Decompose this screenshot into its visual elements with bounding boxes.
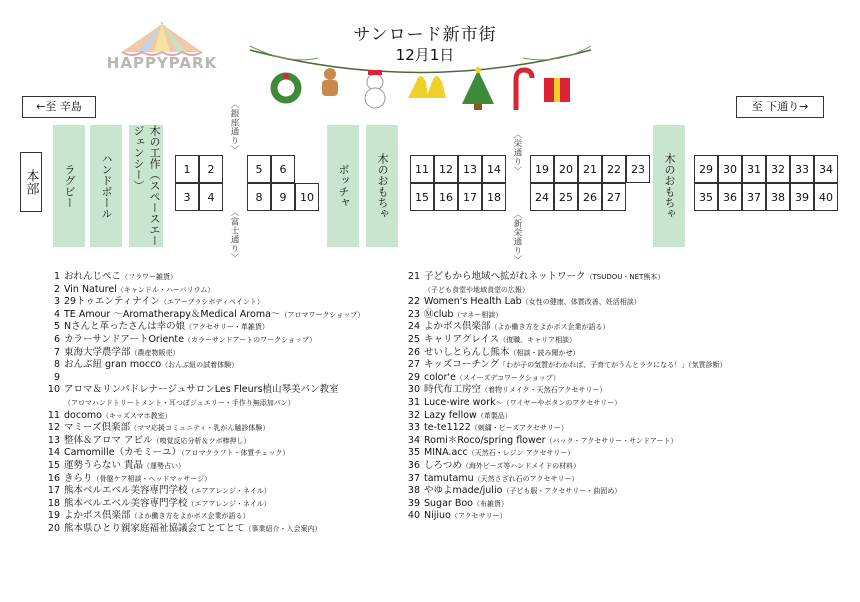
item-name: Women's Health Lab — [424, 296, 522, 308]
page-title: サンロード新市街 — [353, 25, 497, 45]
item-name: おれんじぺこ — [64, 271, 122, 282]
booth-40: 40 — [814, 183, 838, 211]
exhibitor-right-item — [398, 410, 727, 423]
booth-33: 33 — [790, 155, 814, 183]
item-name: おんぶ紐 gran mocco — [64, 359, 162, 371]
item-number: 18 — [47, 497, 60, 509]
exhibitor-left-item — [38, 284, 364, 297]
exhibitor-left-item — [38, 271, 364, 284]
item-number: 4 — [53, 308, 60, 320]
item-number: 29 — [407, 371, 420, 383]
booth-18: 18 — [482, 183, 506, 211]
item-name: 熊本ベルエベル美容専門学校 — [64, 497, 188, 509]
item-name: Vin Naturel — [64, 283, 117, 295]
item-note: （ママ応援コミュニティ・乳がん触診体験） — [130, 424, 270, 433]
exhibitor-right-item — [398, 372, 727, 385]
exhibitor-left-item — [38, 510, 364, 523]
booth-20: 20 — [554, 155, 578, 183]
item-number: 30 — [407, 384, 420, 396]
item-name: MINA.acc — [424, 447, 468, 459]
item-number: 9 — [53, 371, 60, 383]
exhibitor-left-item — [38, 296, 364, 309]
item-number: 5 — [53, 321, 60, 333]
item-name: キャリアグレイス — [424, 333, 500, 345]
exhibitor-right-item — [398, 485, 727, 498]
item-number: 37 — [407, 472, 420, 484]
exhibitor-left-item — [38, 372, 364, 385]
booth-4: 4 — [199, 183, 223, 211]
booth-11: 11 — [410, 155, 434, 183]
item-note: 「わが子の気質がわかれば、子育てがうんとラクになる！」（気質診断） — [499, 361, 727, 370]
item-number: 27 — [407, 359, 420, 371]
direction-right-sign: 至 下通り→ — [736, 96, 824, 118]
street-sakae: 〈栄通り〉 — [512, 130, 522, 175]
item-name: Nijiuo — [424, 510, 451, 522]
green-block-boccia: ボッチャ — [327, 125, 359, 247]
item-name: 子どもから地域へ拡がれネットワーク — [424, 271, 586, 282]
item-note: （子ども服・アクセサリー・曲固め） — [502, 487, 622, 496]
booth-31: 31 — [742, 155, 766, 183]
item-name: color'e — [424, 371, 456, 383]
item-number: 7 — [53, 346, 60, 358]
item-note: （着物リメイク・天然石アクセサリー） — [481, 386, 607, 395]
green-block-rugby: ラグビー — [53, 125, 85, 247]
exhibitor-left-item — [38, 309, 364, 322]
booth-27: 27 — [602, 183, 626, 211]
exhibitor-right-item — [398, 422, 727, 435]
item-number: 11 — [47, 409, 60, 421]
exhibitor-right-item — [398, 334, 727, 347]
booth-1: 1 — [175, 155, 199, 183]
item-name: きらり — [64, 472, 93, 484]
item-name: Sugar Boo — [424, 497, 473, 509]
booth-25: 25 — [554, 183, 578, 211]
item-number: 3 — [53, 296, 60, 308]
item-number: 1 — [53, 271, 60, 282]
item-number: 10 — [47, 384, 60, 396]
item-name: Lazy fellow — [424, 409, 477, 421]
booth-17: 17 — [458, 183, 482, 211]
booth-35: 35 — [694, 183, 718, 211]
item-number: 2 — [53, 283, 60, 295]
item-note: （刺繍・ビーズアクセサリー） — [470, 424, 568, 433]
exhibitor-left-item — [38, 473, 364, 486]
item-name: Camomille（カモミーユ） — [64, 447, 182, 459]
item-note: （天然石・レジン アクセサリー） — [467, 449, 575, 458]
item-name: te-te1122 — [424, 422, 471, 434]
item-note: （フラワー雑貨） — [121, 273, 178, 281]
exhibitor-right-item — [398, 397, 727, 410]
booth-39: 39 — [790, 183, 814, 211]
item-name: Nさんと革ったさんは幸の娘 — [64, 321, 186, 333]
exhibitor-list-right — [398, 271, 727, 523]
logo-text: HAPPYPARK — [106, 54, 218, 72]
item-note: （おんぶ紐の試着体験） — [161, 361, 239, 370]
item-name: キッズコーチング — [424, 359, 500, 371]
item-name: カラーサンドアートOriente — [64, 333, 184, 345]
item-name: アロマ＆リンパドレナージュサロンLes Fleurs植山琴美パン教室 — [64, 384, 339, 396]
booth-3: 3 — [175, 183, 199, 211]
item-name: 運勢うらない 貴晶 — [64, 459, 144, 471]
item-name: よかボス倶楽部 — [424, 321, 491, 333]
booth-16: 16 — [434, 183, 458, 211]
booth-30: 30 — [718, 155, 742, 183]
street-ginza: 〈銀座通り〉 — [229, 100, 239, 154]
item-number: 6 — [53, 333, 60, 345]
exhibitor-right-item — [398, 460, 727, 473]
exhibitor-list-left — [38, 271, 364, 535]
item-number: 39 — [407, 497, 420, 509]
street-shinsakae: 〈新栄通り〉 — [512, 210, 522, 264]
item-number: 8 — [53, 359, 60, 371]
item-number: 26 — [407, 346, 420, 358]
booth-23: 23 — [626, 155, 650, 183]
item-name: 東海大学農学部 — [64, 346, 131, 358]
booth-9: 9 — [271, 183, 295, 211]
item-name: 29トゥエンティナイン — [64, 296, 160, 308]
item-name: Luce-wire work — [424, 396, 496, 408]
booth-13: 13 — [458, 155, 482, 183]
green-block-handball: ハンドボール — [90, 125, 122, 247]
exhibitor-right-item — [398, 271, 727, 284]
booth-5: 5 — [247, 155, 271, 183]
exhibitor-right-item — [398, 359, 727, 372]
item-number: 14 — [47, 447, 60, 459]
item-note: （キャンドル・ハーバリウム） — [116, 285, 215, 294]
booth-32: 32 — [766, 155, 790, 183]
exhibitor-left-item — [38, 485, 364, 498]
item-note: （相談・読み聞かせ） — [509, 348, 580, 357]
booth-34: 34 — [814, 155, 838, 183]
item-note: （TSUDOU・NET熊本） — [585, 273, 665, 281]
exhibitor-right-item — [398, 347, 727, 360]
exhibitor-right-item — [398, 296, 727, 309]
item-note: （よか働き方をよかボス企業が語る） — [490, 323, 610, 332]
booth-8: 8 — [247, 183, 271, 211]
item-number: 36 — [407, 459, 420, 471]
item-note: （カラーサンドアートのワークショップ） — [183, 335, 317, 344]
christmas-garland — [248, 40, 593, 120]
item-note: （アロマクラフト・体質チェック） — [181, 449, 290, 458]
item-number: 15 — [47, 459, 60, 471]
item-note: （運勢占い） — [143, 461, 186, 470]
item-number: 34 — [407, 434, 420, 446]
item-note: （事業紹介・入会案内） — [244, 524, 322, 533]
honbu-booth: 本部 — [20, 152, 42, 212]
item-note: （キッズスマホ教室） — [101, 411, 172, 420]
item-name: マミーズ倶楽部 — [64, 422, 131, 434]
item-number: 17 — [47, 485, 60, 497]
booth-14: 14 — [482, 155, 506, 183]
booth-10: 10 — [295, 183, 319, 211]
item-number: 23 — [407, 308, 420, 320]
exhibitor-left-item — [38, 435, 364, 448]
item-number: 19 — [47, 510, 60, 522]
item-note: （アロマワークショップ） — [280, 310, 365, 319]
green-block-wooden-toys: 木のおもちゃ — [366, 125, 398, 247]
item-note: （スイーズデコワークショップ） — [455, 373, 560, 382]
exhibitor-left-item — [38, 422, 364, 435]
booth-21: 21 — [578, 155, 602, 183]
item-name: しろつめ — [424, 459, 462, 471]
booth-36: 36 — [718, 183, 742, 211]
exhibitor-right-item: （子ども食堂や地域食堂の広報） — [424, 285, 529, 294]
exhibitor-right-item — [398, 435, 727, 448]
street-fuji: 〈富士通り〉 — [229, 208, 239, 262]
item-note: （マネー相談） — [453, 310, 503, 319]
item-name: TE Amour 〜Aromatherapy＆Medical Aroma〜 — [64, 308, 281, 320]
item-number: 25 — [407, 333, 420, 345]
event-date: 12月1日 — [395, 46, 455, 64]
exhibitor-right-item — [398, 447, 727, 460]
item-number: 20 — [47, 522, 60, 534]
exhibitor-left-item: （アロマハンドトリートメント・耳つぼジュエリー・手作り無添加パン） — [64, 398, 295, 407]
item-note: （バック・アクセサリー・サンドアート） — [545, 436, 678, 445]
item-number: 38 — [407, 485, 420, 497]
booth-38: 38 — [766, 183, 790, 211]
item-note: （エアーブラシボディペイント） — [159, 298, 264, 307]
exhibitor-left-item — [38, 498, 364, 511]
exhibitor-right-item — [398, 321, 727, 334]
item-note: （海外ビーズ等ハンドメイドの材料） — [461, 461, 581, 470]
booth-12: 12 — [434, 155, 458, 183]
item-number: 32 — [407, 409, 420, 421]
item-note: （革製品） — [476, 411, 512, 420]
item-name: docomo — [64, 409, 102, 421]
item-note: （嗅覚反応分析＆ツボ棒押し） — [152, 436, 251, 445]
item-note: （天然さざれ石のアクセサリー） — [473, 474, 579, 483]
item-name: tamutamu — [424, 472, 474, 484]
exhibitor-left-item — [38, 523, 364, 536]
item-note: 〜（ワイヤーやボタンのアクセサリー） — [495, 398, 622, 407]
exhibitor-left-item — [38, 384, 364, 397]
booth-26: 26 — [578, 183, 602, 211]
item-number: 22 — [407, 296, 420, 308]
item-name: 熊本県ひとり親家庭福祉協議会てとてとて — [64, 522, 245, 534]
item-number: 40 — [407, 510, 420, 522]
item-name: せいしとらんし熊本 — [424, 346, 510, 358]
exhibitor-right-item — [398, 510, 727, 523]
booth-19: 19 — [530, 155, 554, 183]
booth-15: 15 — [410, 183, 434, 211]
item-name: やゆよmade/julio — [424, 485, 503, 497]
exhibitor-left-item — [38, 410, 364, 423]
item-name: Romi＊Roco/spring flower — [424, 434, 546, 446]
item-number: 12 — [47, 422, 60, 434]
item-name: 熊本ベルエベル美容専門学校 — [64, 485, 188, 497]
item-number: 16 — [47, 472, 60, 484]
exhibitor-left-item — [38, 460, 364, 473]
item-number: 35 — [407, 447, 420, 459]
booth-2: 2 — [199, 155, 223, 183]
exhibitor-left-item — [38, 447, 364, 460]
item-note: （農産物販売） — [130, 348, 180, 357]
item-number: 13 — [47, 434, 60, 446]
item-name: 時代布工房空 — [424, 384, 482, 396]
exhibitor-right-item — [398, 473, 727, 486]
item-note: （女性の健康、体質改善、妊活相談） — [521, 298, 641, 307]
exhibitor-left-item — [38, 321, 364, 334]
item-name: よかボス倶楽部 — [64, 510, 131, 522]
item-note: （アクセサリー） — [450, 512, 507, 521]
booth-29: 29 — [694, 155, 718, 183]
exhibitor-right-item — [398, 384, 727, 397]
item-name: Ⓜclub — [424, 308, 454, 320]
item-number: 24 — [407, 321, 420, 333]
exhibitor-left-item — [38, 359, 364, 372]
item-number: 31 — [407, 396, 420, 408]
item-name: 整体＆アロマ アビル — [64, 434, 153, 446]
item-note: （布雑貨） — [472, 499, 508, 508]
item-note: （エアアレンジ・ネイル） — [187, 499, 271, 508]
booth-37: 37 — [742, 183, 766, 211]
item-number: 33 — [407, 422, 420, 434]
item-note: （復職、キャリア相談） — [499, 335, 577, 344]
green-block-wooden-toys-2: 木のおもちゃ — [653, 125, 685, 247]
item-note: （よか働き方をよかボス企業が語る） — [130, 512, 250, 521]
booth-22: 22 — [602, 155, 626, 183]
item-note: （アクセサリー・革雑貨） — [185, 323, 269, 332]
exhibitor-right-item — [398, 498, 727, 511]
item-note: （エアアレンジ・ネイル） — [187, 487, 271, 496]
green-block-woodcraft: 木の工作（スペースエージェンシー） — [129, 125, 163, 247]
booth-6: 6 — [271, 155, 295, 183]
exhibitor-left-item — [38, 347, 364, 360]
exhibitor-left-item — [38, 334, 364, 347]
direction-left-sign: ←至 辛島 — [22, 96, 96, 118]
item-number: 21 — [407, 271, 420, 282]
item-note: （骨盤ケア相談・ヘッドマッサージ） — [92, 474, 212, 483]
exhibitor-right-item — [398, 309, 727, 322]
booth-24: 24 — [530, 183, 554, 211]
